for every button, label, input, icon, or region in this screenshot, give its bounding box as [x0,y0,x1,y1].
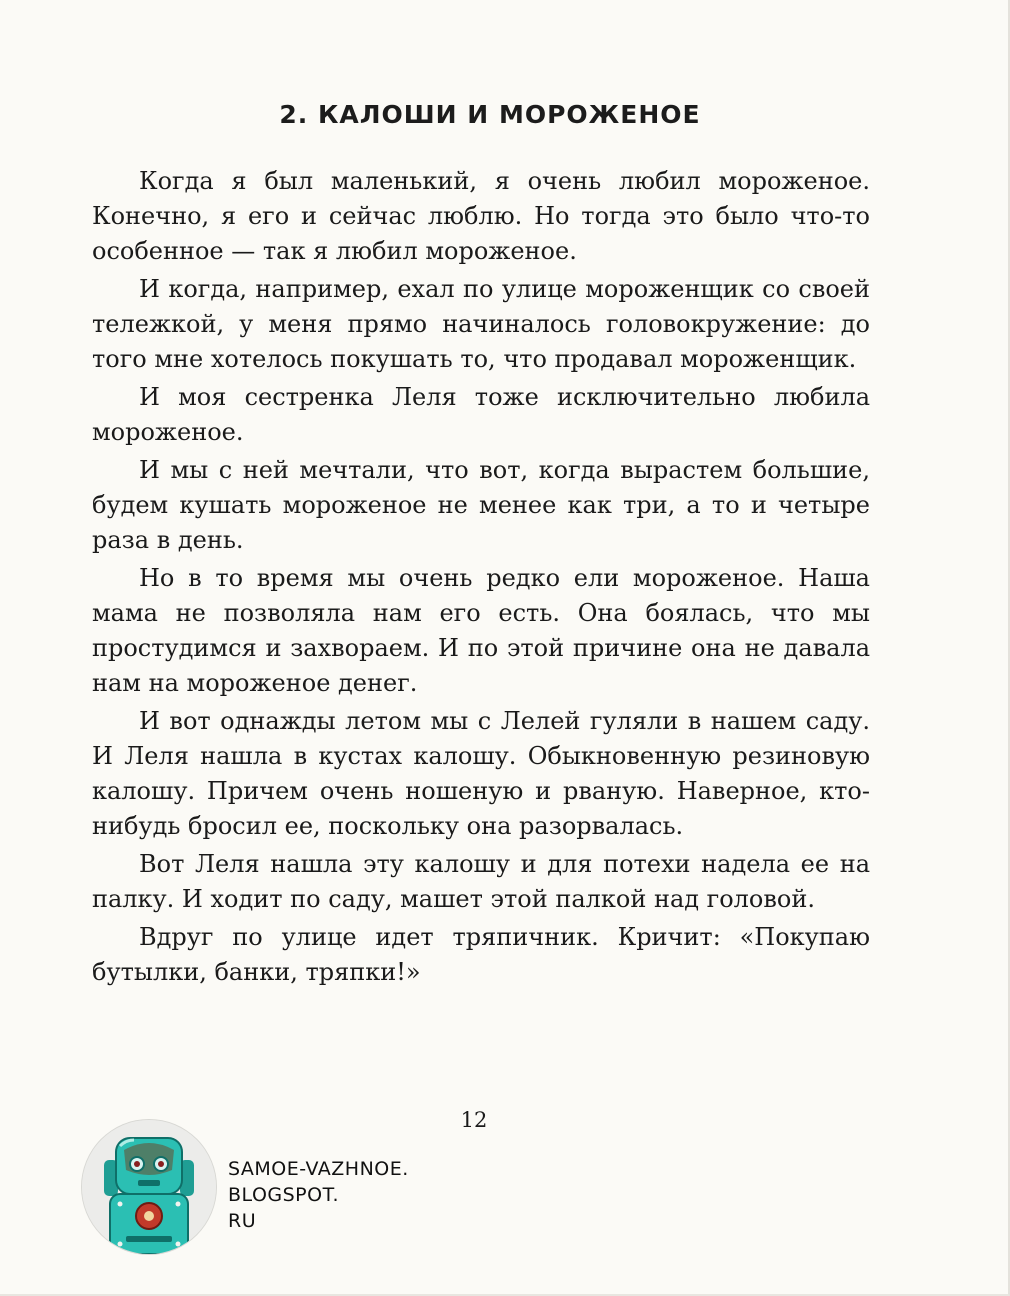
paragraph-2: И когда, например, ехал по улице мороженщик со своей тележкой, у меня прямо начиналось головокружение: до того мне хотелось покушать то, что продавал мороженщик. [92,275,870,373]
paragraph-1: Когда я был маленький, я очень любил мороженое. Конечно, я его и сейчас люблю. Но тогда это было что-то особенное — так я любил мороженое. [92,167,870,265]
blog-url-line-3: RU [228,1210,257,1232]
chapter-title: 2. КАЛОШИ И МОРОЖЕНОЕ [279,100,701,129]
paragraph-4: И мы с ней мечтали, что вот, когда вырастем большие, будем кушать мороженое не менее как три, а то и четыре раза в день. [92,456,870,554]
paragraph-6: И вот однажды летом мы с Лелей гуляли в нашем саду. И Леля нашла в кустах калошу. Обыкновенную резиновую калошу. Причем очень ношеную и рваную. Наверное, кто-нибудь бросил ее, поскольку она разорвалась. [92,707,870,840]
blog-url-line-1: SAMOE-VAZHNOE. [228,1158,409,1180]
paragraph-8: Вдруг по улице идет тряпичник. Кричит: «Покупаю бутылки, банки, тряпки!» [92,923,870,986]
paragraph-7: Вот Леля нашла эту калошу и для потехи надела ее на палку. И ходит по саду, машет этой палкой над головой. [92,850,870,913]
robot-logo-icon[interactable] [82,1120,216,1254]
paragraph-3: И моя сестренка Леля тоже исключительно любила мороженое. [92,383,870,446]
blog-url-line-2: BLOGSPOT. [228,1184,339,1206]
blog-url-watermark[interactable] [228,1156,409,1234]
paragraph-5: Но в то время мы очень редко ели мороженое. Наша мама не позволяла нам его есть. Она боялась, что мы простудимся и захвораем. И по этой причине она не давала нам на мороженое денег. [92,564,870,697]
story-text [92,164,870,993]
page-number: 12 [460,1108,488,1132]
